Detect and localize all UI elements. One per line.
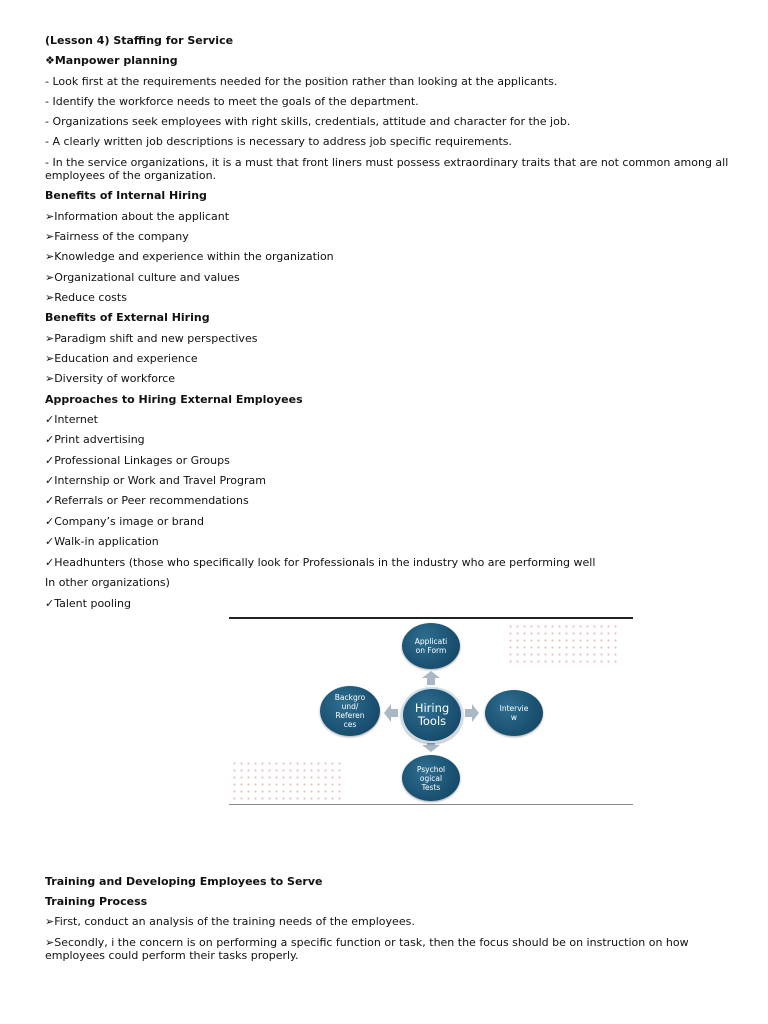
manpower-heading: ❖Manpower planning <box>45 54 178 67</box>
node-label: Hiring <box>414 701 450 715</box>
approach-item: ✓Internet <box>45 413 98 426</box>
manpower-item: - A clearly written job descriptions is necessary to address job specific requirements. <box>45 135 513 148</box>
approach-item: ✓Professional Linkages or Groups <box>45 454 230 467</box>
application-form-node <box>402 623 460 669</box>
node-label: w <box>510 713 518 722</box>
node-label: und/ <box>341 702 359 711</box>
diagram-bottom-rule <box>229 804 633 805</box>
training-item: ➢First, conduct an analysis of the training needs of the employees. <box>45 915 415 928</box>
node-label: on Form <box>415 646 447 655</box>
approach-item: ✓Talent pooling <box>45 597 131 610</box>
hiring-tools-center-node <box>401 687 463 743</box>
node-label: Tests <box>421 782 441 792</box>
training-item: ➢Secondly, i the concern is on performing a specific function or task, then the focus should be on instruction on how employees could perform their tasks properly. <box>45 936 689 962</box>
node-label: ces <box>343 720 357 729</box>
approach-item: ✓Company’s image or brand <box>45 515 204 528</box>
internal-hiring-item: ➢Information about the applicant <box>45 210 230 223</box>
node-label: Psychol <box>416 764 446 774</box>
external-hiring-heading: Benefits of External Hiring <box>45 311 210 324</box>
internal-hiring-item: ➢Organizational culture and values <box>45 271 240 284</box>
training-process-heading: Training Process <box>45 895 148 908</box>
manpower-item: - Look first at the requirements needed for the position rather than looking at the applicants. <box>45 75 558 88</box>
background-references-node <box>320 686 380 736</box>
node-label: ogical <box>419 773 443 783</box>
approaches-heading: Approaches to Hiring External Employees <box>45 393 303 406</box>
manpower-item: - Organizations seek employees with right skills, credentials, attitude and character for the job. <box>45 115 571 128</box>
manpower-item: - In the service organizations, it is a must that front liners must possess extraordinary traits that are not common among all employees of the organization. <box>45 156 729 182</box>
arrow-right-icon <box>465 704 479 722</box>
interview-node <box>485 690 543 736</box>
arrow-up-icon <box>422 671 440 685</box>
internal-hiring-item: ➢Fairness of the company <box>45 230 189 243</box>
internal-hiring-item: ➢Reduce costs <box>45 291 127 304</box>
external-hiring-item: ➢Diversity of workforce <box>45 372 176 385</box>
approach-item-continued: In other organizations) <box>45 576 170 589</box>
internal-hiring-item: ➢Knowledge and experience within the organization <box>45 250 334 263</box>
node-label: Tools <box>417 714 447 728</box>
approach-item: ✓Referrals or Peer recommendations <box>45 494 249 507</box>
node-label: Referen <box>335 711 365 720</box>
decorative-dots <box>231 760 343 804</box>
approach-item: ✓Internship or Work and Travel Program <box>45 474 266 487</box>
approach-item: ✓Walk-in application <box>45 535 159 548</box>
hiring-tools-diagram <box>229 617 633 805</box>
arrow-left-icon <box>384 704 398 722</box>
lesson-title: (Lesson 4) Staffing for Service <box>45 34 234 47</box>
decorative-dots <box>507 623 619 667</box>
diagram-top-rule <box>229 617 633 619</box>
psychological-tests-node <box>402 755 460 801</box>
manpower-item: - Identify the workforce needs to meet the goals of the department. <box>45 95 419 108</box>
internal-hiring-heading: Benefits of Internal Hiring <box>45 189 207 202</box>
approach-item: ✓Headhunters (those who specifically look for Professionals in the industry who are performing well <box>45 556 596 569</box>
external-hiring-item: ➢Education and experience <box>45 352 198 365</box>
approach-item: ✓Print advertising <box>45 433 145 446</box>
node-label: Applicati <box>414 637 448 646</box>
node-label: Intervie <box>499 704 529 713</box>
node-label: Backgro <box>334 693 366 702</box>
training-section-title: Training and Developing Employees to Serve <box>45 875 323 888</box>
external-hiring-item: ➢Paradigm shift and new perspectives <box>45 332 258 345</box>
